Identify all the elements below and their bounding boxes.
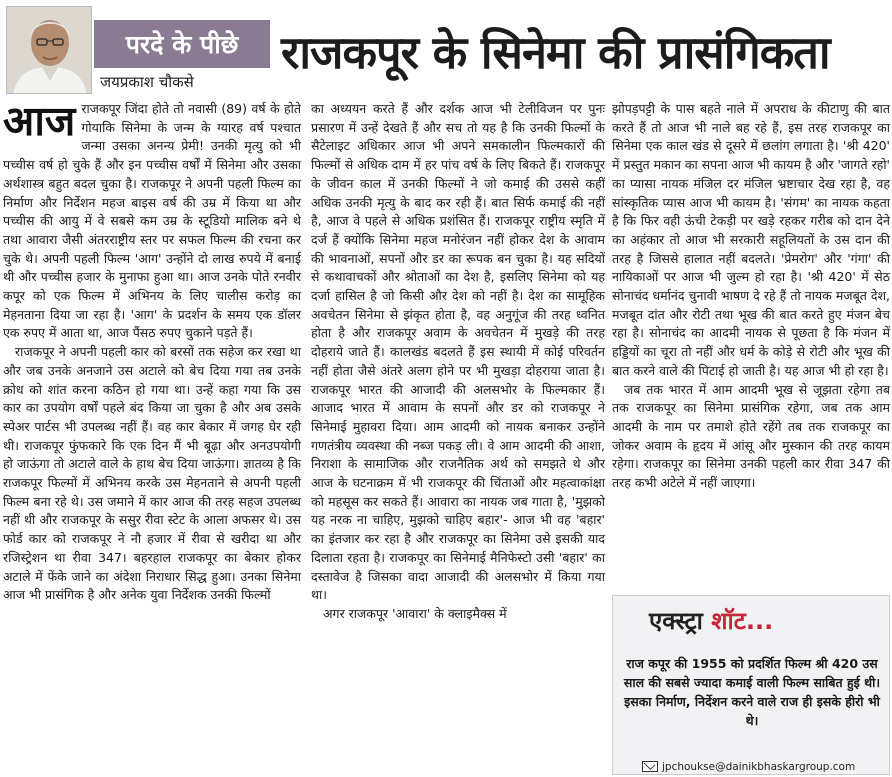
author-photo [6, 6, 92, 94]
paragraph: झोपड़पट्टी के पास बहते नाले में अपराध के कीटाणु की बात करते हैं तो आज भी नाले बह रहे हैं, इस तरह राजकपूर का सिनेमा एक काल खंड से दूसरे में छलांग लगाता है। 'श्री 420' में प्रस्तुत मकान का सपना आज भी कायम है और 'जागते रहो' का प्यासा नायक मंजिल दर मंजिल भ्रष्टाचार देख रहा है, वह सांस्कृतिक प्यास आज भी कायम है। 'संगम' का नायक कहता है कि फिर वही ऊंची टेकड़ी पर खड़े रहकर गरीब को दान देने का अहंकार तो आज भी सरकारी सहूलियतों के उस दान की तरह है जिससे हालात नहीं बदलते। 'प्रेमरोग' और 'गंगा' की नायिकाओं पर आज भी जुल्म हो रहा है। 'श्री 420' में सेठ सोनाचंद धर्मानंद चुनावी भाषण दे रहे हैं तो नायक मजबूत देश, मजबूत दांत और रोटी तथा भूख की बात करते हुए मंजन बेच रहा है। सोनाचंद का आदमी नायक से पूछता है कि मंजन में हड्डियों का चूरा तो नहीं और धर्म के कोड़े से रोटी और भूख की बात करने वाले की पिटाई हो जाती है। यह आज भी हो रहा है। [612, 101, 890, 378]
extra-title-part1: एक्स्ट्रा [649, 607, 703, 635]
paragraph: का अध्ययन करते हैं और दर्शक आज भी टेलीविजन पर पुनः प्रसारण में उन्हें देखते हैं और सच तो यह है कि उनकी फिल्मों के सैटेलाइट अधिकार आज भी अपने समकालीन फिल्मकारों की फिल्मों से अधिक दाम में हर पांच वर्ष के लिए बिकते हैं। राजकपूर के जीवन काल में उनकी फिल्मों ने जो कमाई की उससे कहीं अधिक उनकी मृत्यु के बाद कर रही हैं। बात सिर्फ कमाई की नहीं है, आज वे पहले से अधिक प्रशंसित हैं। राजकपूर राष्ट्रीय स्मृति में दर्ज हैं क्योंकि सिनेमा महज मनोरंजन नहीं होकर देश के आवाम की भावनाओं, सपनों और डर का रूपक बन चुका है। यह सदियों से कथावाचकों और श्रोताओं का देश है, इसलिए सिनेमा को यह दर्जा हासिल है जो किसी और देश को नहीं है। देश का सामूहिक अवचेतन सिनेमा से झंकृत होता है, वह अनुगूंज की तरह ध्वनित होता है और राजकपूर अवाम के अवचेतन में मुखड़े की तरह दोहराये जाते हैं। कालखंड बदलते हैं इस स्थायी में कोई परिवर्तन नहीं होता जैसे अंतरे अलग होने पर भी मुखड़ा दोहराया जाता है। राजकपूर भारत की आजादी की अलसभोर के फिल्मकार हैं। आजाद भारत में आवाम के सपनों और डर को राजकपूर ने सिनेमाई मुहावरा दिया। आम आदमी को नायक बनाकर उन्होंने गणतंत्रीय व्यवस्था की नब्ज पकड़ ली। वे आम आदमी की आशा, निराशा के सामाजिक और राजनैतिक अर्थ को समझते थे और आज के घटनाक्रम में भी राजकपूर की चिंताओं और महत्वाकांक्षा को महसूस कर सकते हैं। आवारा का नायक जब गाता है, 'मुझको यह नरक ना चाहिए, मुझको चाहिए बहार'- आज भी वह 'बहार' का इंतजार कर रहा है और राजकपूर का सिनेमा उसे इसकी याद दिलाता रहता है। राजकपूर का सिनेमाई मैनिफेस्टो उसी 'बहार' का दस्तावेज है जिसका वादा आजादी की अलसभोर में किया गया था। [311, 101, 605, 603]
article-column-1 [3, 97, 301, 605]
extra-shot-text: राज कपूर की 1955 को प्रदर्शित फिल्म श्री 420 उस साल की सबसे ज्यादा कमाई वाली फिल्म साबित हुई थी। इसका निर्माण, निर्देशन करने वाले राज ही इसके हीरो भी थे। [623, 656, 881, 728]
author-portrait-icon [7, 7, 92, 94]
extra-title-part2: शॉट... [711, 607, 774, 635]
column-label: परदे के पीछे [94, 20, 270, 68]
extra-shot-box [612, 595, 890, 775]
paragraph-text: राजकपूर जिंदा होते तो नवासी (89) वर्ष के होते गोयाकि सिनेमा के जन्म के ग्यारह वर्ष पश्चात जन्मा उसका अनन्य प्रेमी! उनकी मृत्यु को भी पच्चीस वर्ष हो चुके हैं और इन पच्चीस वर्षों में सिनेमा और उसका अर्थशास्त्र बहुत बदल चुका है। राजकपूर ने अपनी पहली फिल्म का निर्माण और निर्देशन महज बाइस वर्ष की उम्र में किया था और पच्चीस की आयु में वे सबसे कम उम्र के स्टूडियो मालिक बने थे तथा आवारा जैसी अंतरराष्ट्रीय स्तर पर सफल फिल्म की रचना कर चुके थे। अपनी पहली फिल्म 'आग' उन्होंने दो लाख रुपये में बनाई थी और पच्चीस हजार के मुनाफा हुआ था। आज उनके पोते रनवीर कपूर को एक फिल्म में अभिनय के लिए चालीस करोड़ का मेहनताना दिया जा रहा है। 'आग' के प्रदर्शन के समय एक डॉलर एक रुपए में आता था, आज पैंसठ रुपए चुकाने पड़ते हैं। [3, 101, 301, 341]
author-email[interactable]: jpchoukse@dainikbhaskargroup.com [662, 760, 856, 773]
masthead [0, 0, 892, 96]
paragraph: राजकपूर ने अपनी पहली कार को बरसों तक सहेज कर रखा था और जब उनके अनजाने उस अटाले को बेच दिया गया तब उनके क्रोध को शांत करना कठिन हो गया था। उन्हें कहा गया कि उस कार का उपयोग वर्षों पहले बंद किया जा चुका है और अब उसके स्पेअर पार्टस भी उपलब्ध नहीं हैं। वह कार बेकार में जगह घेर रही थी। राजकपूर फुंफकारे कि एक दिन मैं भी बूढ़ा और अनउपयोगी हो जाऊंगा तो अटाले वाले के हाथ बेच दिया जाऊंगा। ज्ञातव्य है कि राजकपूर फिल्मों में अभिनय करके उस मेहनताने से अपनी पहली फिल्म बना रहे थे। उस जमाने में कार आज की तरह सहज उपलब्ध नहीं थी और राजकपूर के ससुर रीवा स्टेट के आला अफसर थे। उस फोर्ड कार को राजकपूर ने नौ हजार में रीवा से खरीदा था और रजिस्ट्रेशन था रीवा 347। बहरहाल राजकपूर का बेकार होकर अटाले में फेंके जाने का अंदेशा निराधार सिद्ध हुआ। उनका सिनेमा आज भी प्रासंगिक है और अनेक युवा निर्देशक उनकी फिल्मों [3, 344, 301, 603]
paragraph: जब तक भारत में आम आदमी भूख से जूझता रहेगा तब तक राजकपूर का सिनेमा प्रासंगिक रहेगा, जब तक आम आदमी के नाम पर तमाशे होते रहेंगे तब तक राजकपूर का जोकर अवाम के हृदय में आंसू और मुस्कान की तरह कायम रहेगा। राजकपूर का सिनेमा उनकी पहली कार रीवा 347 की तरह कभी अटेले में नहीं जाएगा। [612, 381, 890, 491]
email-bar [612, 758, 890, 775]
author-name: जयप्रकाश चौकसे [100, 73, 194, 91]
mail-icon [642, 761, 658, 772]
paragraph: अगर राजकपूर 'आवारा' के क्लाइमैक्स में [323, 605, 507, 621]
article-column-2 [311, 100, 605, 624]
drop-cap: आज [3, 97, 76, 145]
article-column-3 [612, 100, 890, 493]
paragraph [3, 97, 301, 343]
extra-shot-title [649, 604, 773, 637]
headline: राजकपूर के सिनेमा की प्रासंगिकता [281, 26, 830, 79]
